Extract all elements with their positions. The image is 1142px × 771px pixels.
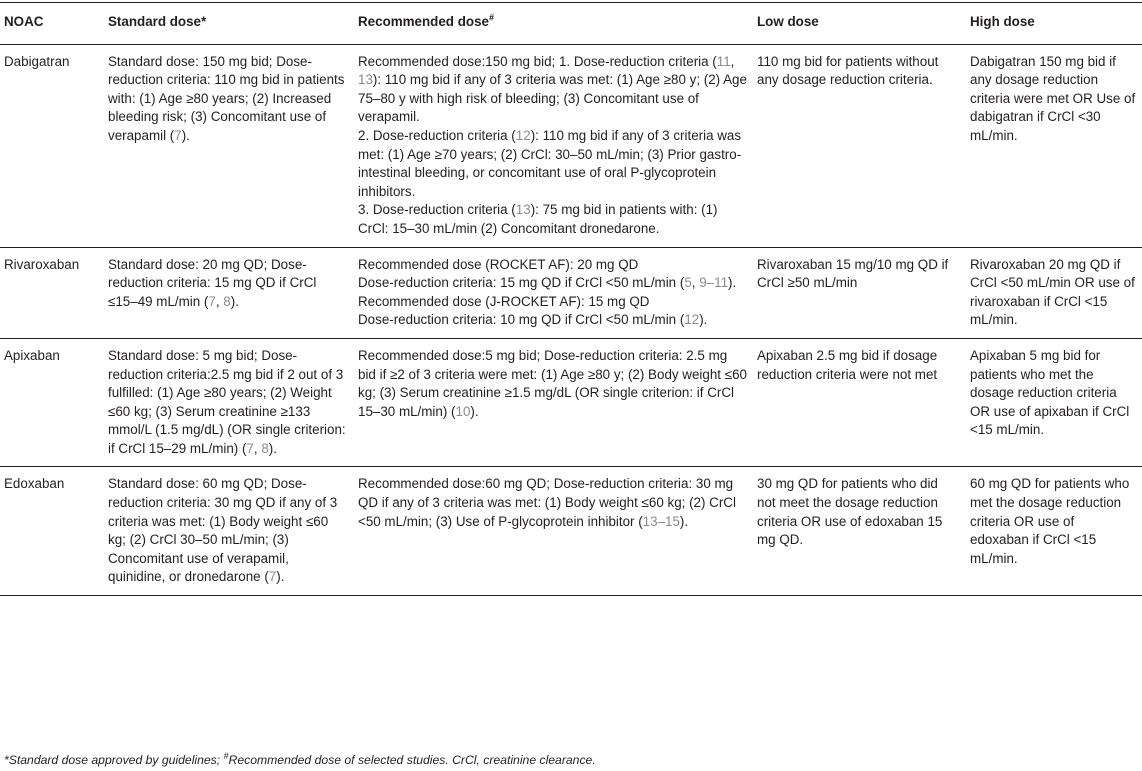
header-low-dose: Low dose — [753, 3, 966, 45]
reference-link[interactable]: 13–15 — [642, 513, 680, 529]
reference-link[interactable]: 7 — [246, 440, 254, 456]
cell-text: Standard dose: 20 mg QD; Dose-reduction criteria: 15 mg QD if CrCl ≤15–49 mL/min ( — [108, 256, 317, 309]
cell-text: Dose-reduction criteria: 10 mg QD if CrCl <50 mL/min ( — [358, 312, 685, 328]
table-header-row — [0, 3, 1142, 45]
standard-dose-cell — [104, 247, 354, 338]
cell-text: ). — [276, 569, 285, 585]
cell-text: , — [215, 293, 224, 309]
drug-name: Dabigatran — [0, 44, 104, 247]
cell-text: Recommended dose:5 mg bid; Dose-reduction criteria: 2.5 mg bid if ≥2 of 3 criteria were met: (1) Age ≥80 y; (2) Body weight ≤60 kg; (3) Serum creatinine ≥1.5 mg/dL (OR single criterion: if CrCl 15–30 mL/min) ( — [358, 347, 747, 419]
header-recommended-label: Recommended dose — [358, 14, 489, 29]
cell-text: ): 75 mg bid in patients with: (1) CrCl: 15–30 mL/min (2) Concomitant dronedarone. — [358, 202, 718, 236]
cell-paragraph: Recommended dose (ROCKET AF): 20 mg QD — [358, 256, 639, 272]
header-recommended-dose — [354, 3, 753, 45]
table-row — [0, 44, 1142, 247]
noac-dosing-table — [0, 2, 1142, 596]
cell-text: Standard dose: 5 mg bid; Dose-reduction criteria:2.5 mg bid if 2 out of 3 fulfilled: (1) Age ≥80 years; (2) Weight ≤60 kg; (3) Serum creatinine ≥133 mmol/L (1.5 mg/dL) (OR single criterion: if CrCl 15–29 mL/min) ( — [108, 347, 346, 456]
drug-name: Rivaroxaban — [0, 247, 104, 338]
cell-paragraph — [358, 311, 747, 330]
standard-dose-cell — [104, 44, 354, 247]
cell-text: 2. Dose-reduction criteria ( — [358, 127, 516, 143]
table-footnote — [4, 752, 596, 768]
reference-link[interactable]: 7 — [174, 127, 182, 143]
cell-text: ): 110 mg bid if any of 3 criteria was met: (1) Age ≥70 years; (2) CrCl: 30–50 mL/min; (3) Prior gastro-intestinal bleeding, or concomitant use of oral P-glycoprotein inhibitors. — [358, 127, 742, 199]
high-dose-cell: Rivaroxaban 20 mg QD if CrCl <50 mL/min OR use of rivaroxaban if CrCl <15 mL/min. — [966, 247, 1142, 338]
reference-link[interactable]: 8 — [223, 293, 231, 309]
footnote-text: *Standard dose approved by guidelines; — [4, 753, 224, 767]
high-dose-cell: 60 mg QD for patients who met the dosage reduction criteria OR use of edoxaban if CrCl <15 mL/min. — [966, 467, 1142, 596]
header-high-dose: High dose — [966, 3, 1142, 45]
standard-dose-cell — [104, 467, 354, 596]
cell-paragraph — [358, 53, 747, 127]
table-row — [0, 467, 1142, 596]
recommended-dose-cell — [354, 247, 753, 338]
cell-text: 3. Dose-reduction criteria ( — [358, 202, 516, 218]
cell-text: ). — [728, 275, 737, 291]
cell-text: ): 110 mg bid if any of 3 criteria was met: (1) Age ≥80 y; (2) Age 75–80 y with high risk of bleeding; (3) Concomitant use of verapamil. — [358, 72, 747, 125]
high-dose-cell: Apixaban 5 mg bid for patients who met the dosage reduction criteria OR use of apixaban if CrCl <15 mL/min. — [966, 338, 1142, 467]
cell-paragraph — [358, 274, 747, 293]
low-dose-cell: 110 mg bid for patients without any dosage reduction criteria. — [753, 44, 966, 247]
reference-link[interactable]: 13 — [358, 72, 373, 88]
drug-name: Apixaban — [0, 338, 104, 467]
cell-text: , — [730, 53, 735, 69]
footnote-text: Recommended dose of selected studies. CrCl, creatinine clearance. — [228, 753, 596, 767]
reference-link[interactable]: 10 — [455, 403, 471, 419]
cell-text: Recommended dose:60 mg QD; Dose-reduction criteria: 30 mg QD if any of 3 criteria was met: (1) Body weight ≤60 kg; (2) CrCl <50 mL/min; (3) Use of P-glycoprotein inhibitor ( — [358, 476, 736, 529]
reference-link[interactable]: 12 — [684, 312, 700, 328]
reference-link[interactable]: 7 — [208, 293, 216, 309]
cell-text: Standard dose: 60 mg QD; Dose-reduction criteria: 30 mg QD if any of 3 criteria was met: (1) Body weight ≤60 kg; (2) CrCl 30–50 mL/min; (3) Concomitant use of verapamil, quinidine, or dronedarone ( — [108, 476, 338, 585]
reference-link[interactable]: 9–11 — [699, 275, 729, 291]
header-standard-dose: Standard dose* — [104, 3, 354, 45]
reference-link[interactable]: 11 — [716, 53, 731, 69]
reference-link[interactable]: 13 — [515, 202, 531, 218]
hash-mark: # — [488, 12, 494, 23]
cell-text: , — [253, 440, 262, 456]
cell-text: , — [691, 275, 700, 291]
cell-text: ). — [181, 127, 190, 143]
cell-text: Dose-reduction criteria: 15 mg QD if CrCl <50 mL/min ( — [358, 275, 685, 291]
recommended-dose-cell — [354, 44, 753, 247]
standard-dose-cell — [104, 338, 354, 467]
cell-text: Recommended dose:150 mg bid; 1. Dose-reduction criteria ( — [358, 53, 717, 69]
cell-text: ). — [230, 293, 239, 309]
cell-paragraph — [358, 127, 747, 201]
table-row — [0, 338, 1142, 467]
cell-text: Standard dose: 150 mg bid; Dose-reduction criteria: 110 mg bid in patients with: (1) Age ≥80 years; (2) Increased bleeding risk; (3) Concomitant use of verapamil ( — [108, 53, 345, 143]
cell-text: ). — [699, 312, 708, 328]
drug-name: Edoxaban — [0, 467, 104, 596]
recommended-dose-cell — [354, 467, 753, 596]
reference-link[interactable]: 7 — [268, 569, 277, 585]
high-dose-cell: Dabigatran 150 mg bid if any dosage reduction criteria were met OR Use of dabigatran if CrCl <30 mL/min. — [966, 44, 1142, 247]
cell-text: ). — [268, 440, 277, 456]
recommended-dose-cell — [354, 338, 753, 467]
reference-link[interactable]: 12 — [515, 127, 531, 143]
cell-paragraph — [358, 201, 747, 238]
reference-link[interactable]: 5 — [684, 275, 692, 291]
hash-mark: # — [223, 750, 229, 761]
reference-link[interactable]: 8 — [261, 440, 269, 456]
cell-text: ). — [470, 403, 479, 419]
low-dose-cell: Apixaban 2.5 mg bid if dosage reduction criteria were not met — [753, 338, 966, 467]
header-noac: NOAC — [0, 3, 104, 45]
low-dose-cell: Rivaroxaban 15 mg/10 mg QD if CrCl ≥50 mL/min — [753, 247, 966, 338]
table-row — [0, 247, 1142, 338]
cell-paragraph: Recommended dose (J-ROCKET AF): 15 mg QD — [358, 293, 650, 309]
low-dose-cell: 30 mg QD for patients who did not meet the dosage reduction criteria OR use of edoxaban 15 mg QD. — [753, 467, 966, 596]
cell-text: ). — [679, 513, 689, 529]
